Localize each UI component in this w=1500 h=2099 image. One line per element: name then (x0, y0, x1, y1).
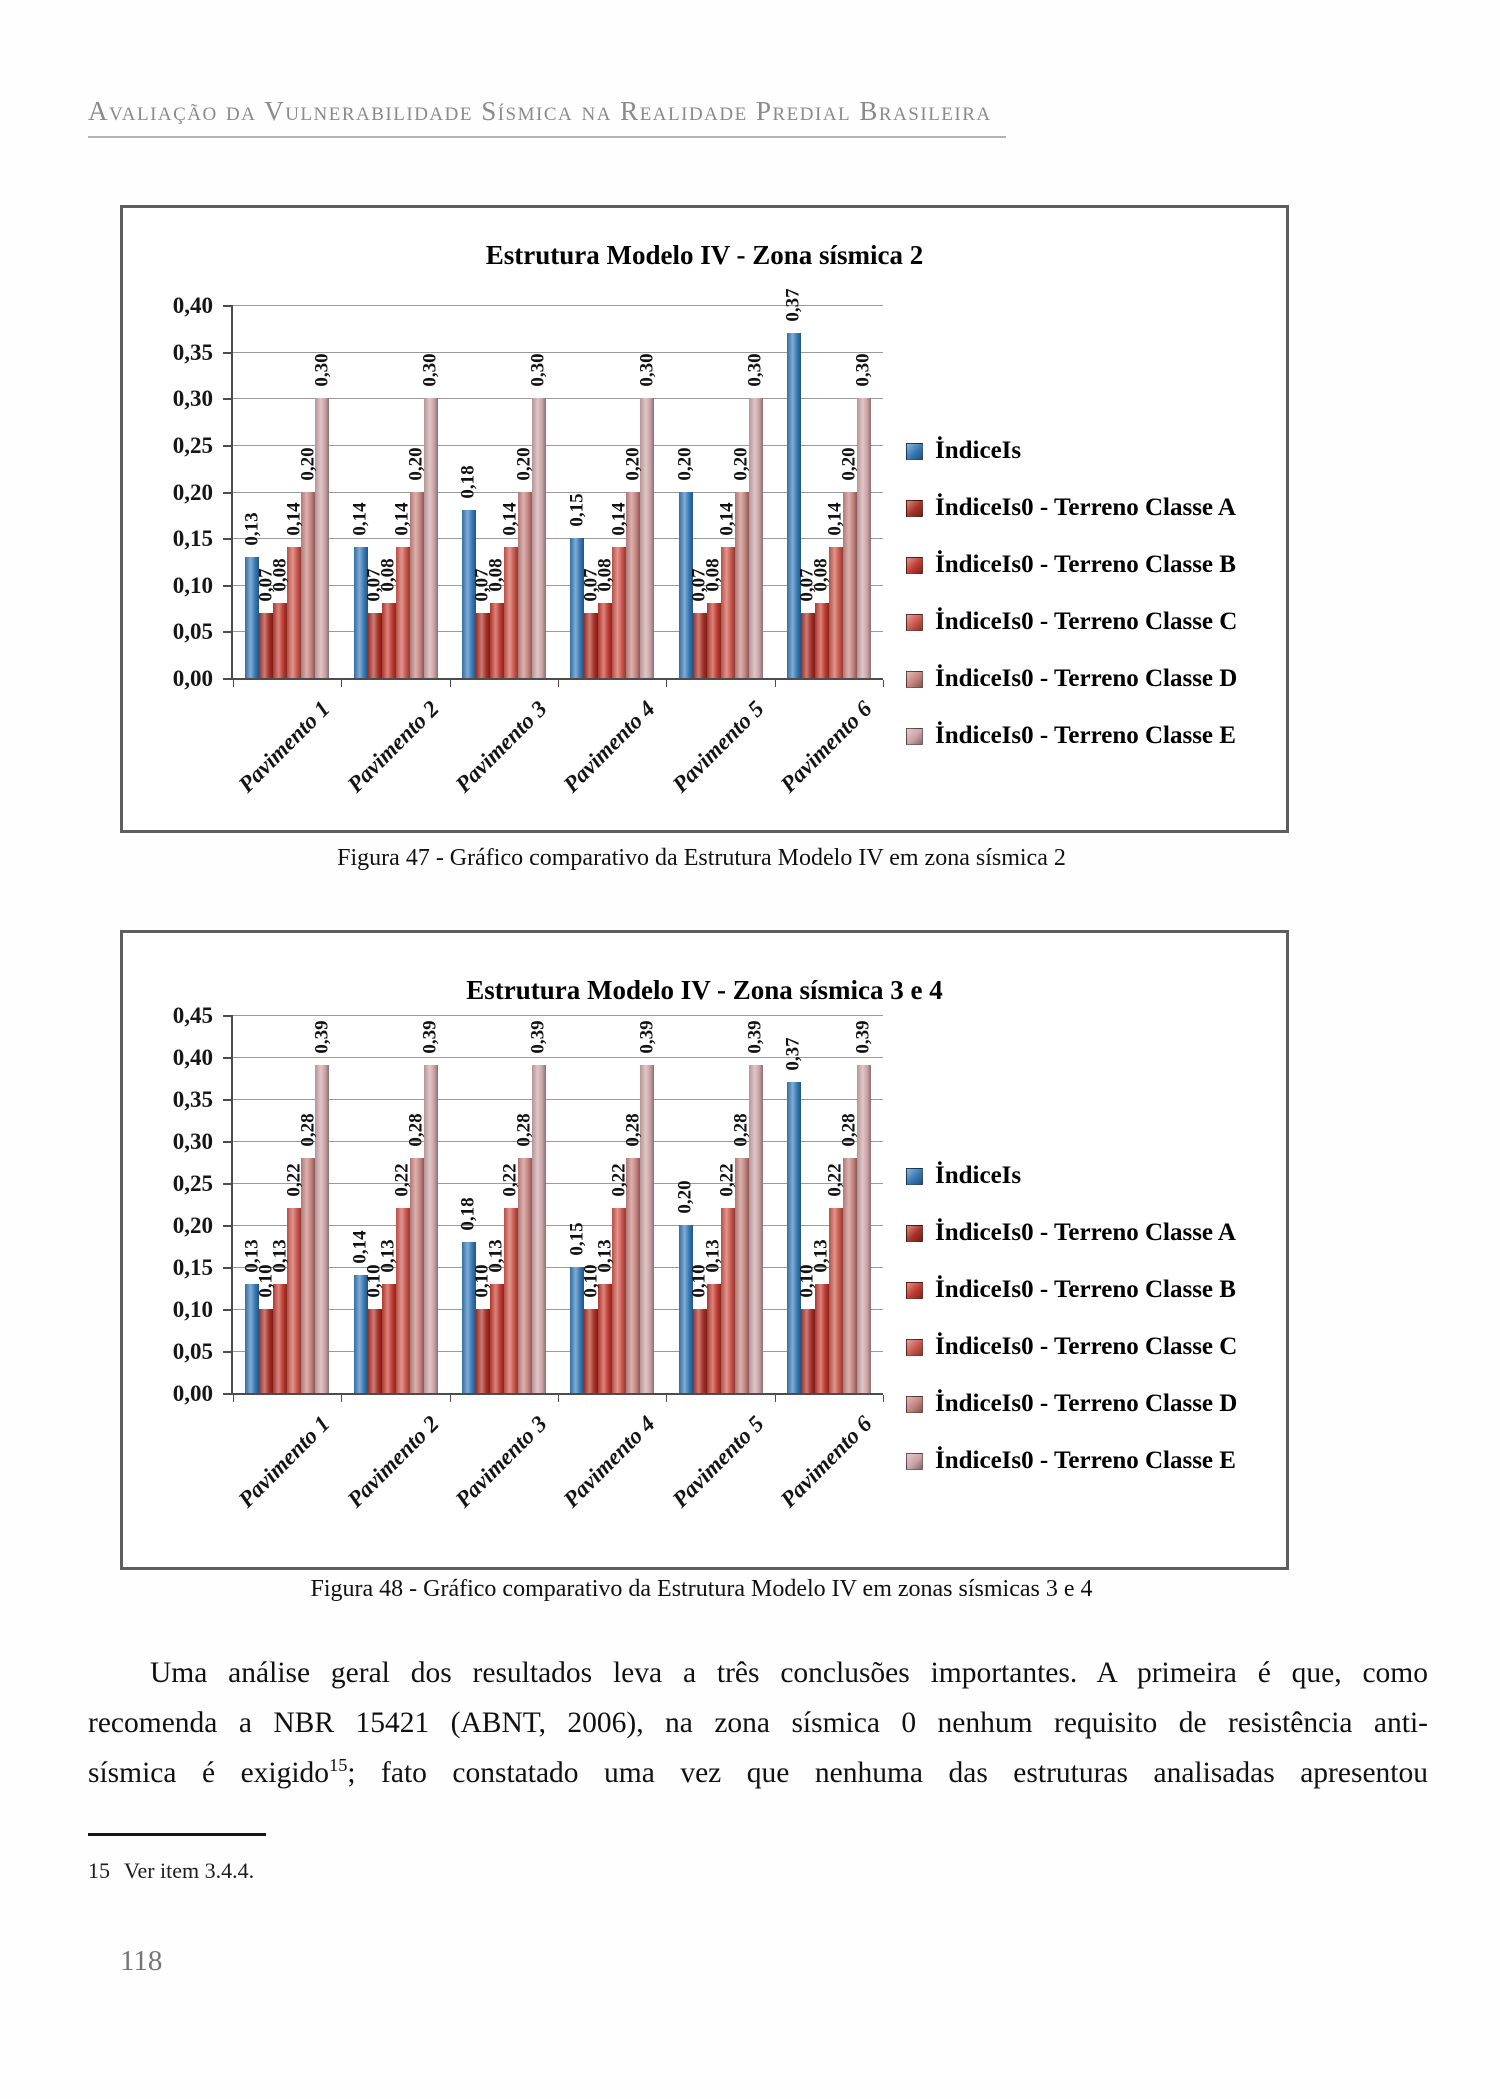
x-axis-tick (233, 680, 234, 687)
bar-value-label (853, 342, 875, 398)
y-tick-label: 0,00 (172, 1381, 213, 1406)
gridline (233, 1351, 883, 1352)
bar-value-text: 0,30 (419, 353, 441, 387)
x-axis-label: Pavimento 5 (666, 696, 769, 798)
bar-pavimento-1-s1 (259, 613, 273, 678)
bar-pavimento-4-s1 (584, 1309, 598, 1393)
bar-value-text: 0,39 (852, 1020, 874, 1055)
bar-value-label (825, 1152, 847, 1208)
bar-value-text: 0,20 (405, 446, 427, 481)
legend-label: İndiceIs0 - Terreno Classe D (935, 1390, 1238, 1417)
running-header: Avaliação da Vulnerabilidade Sísmica na Realidade Predial Brasileira (88, 96, 992, 126)
x-axis-label: Pavimento 1 (233, 1411, 335, 1513)
y-tick-label: 0,45 (172, 1003, 213, 1028)
bar-value-label (622, 1102, 644, 1158)
bar-value-text: 0,08 (485, 558, 507, 593)
bar-value-text: 0,20 (674, 1180, 696, 1214)
y-tick-label: 0,15 (172, 526, 213, 552)
bar-value-label (528, 342, 550, 398)
bar-pavimento-1-s2 (273, 603, 287, 678)
legend-marker (906, 1396, 923, 1413)
y-tick-label: 0,05 (172, 619, 213, 645)
x-axis-label: Pavimento 1 (233, 696, 335, 798)
footnote-marker: 15 (88, 1858, 110, 1883)
bar-value-text: 0,22 (499, 1163, 521, 1197)
y-tick-label: 0,30 (172, 1129, 213, 1154)
bar-value-label (297, 436, 319, 492)
bar-value-label (458, 454, 480, 510)
legend-label: İndiceIs0 - Terreno Classe E (935, 1447, 1236, 1474)
y-tick-label: 0,40 (172, 1045, 213, 1070)
gridline (233, 445, 883, 446)
bar-value-label (566, 482, 588, 538)
bar-value-text: 0,08 (702, 558, 724, 593)
bar-value-text: 0,22 (608, 1163, 630, 1197)
bar-value-label (241, 501, 263, 557)
bar-value-text: 0,07 (255, 568, 277, 602)
bar-value-text: 0,07 (688, 568, 710, 602)
bar-value-label (608, 491, 630, 547)
x-axis-tick (558, 1395, 559, 1402)
x-axis-tick (666, 1395, 667, 1402)
y-tick-label: 0,30 (172, 386, 213, 412)
bar-value-text: 0,30 (636, 353, 658, 387)
chart-title-figure-48: Estrutura Modelo IV - Zona sísmica 3 e 4 (466, 975, 943, 1005)
bar-value-text: 0,14 (716, 502, 738, 537)
bar-value-label (717, 491, 739, 547)
bar-value-text: 0,14 (499, 502, 521, 537)
bar-pavimento-6-s1 (801, 613, 815, 678)
bar-value-label (745, 1009, 767, 1065)
bar-value-text: 0,10 (580, 1264, 602, 1298)
bar-value-label (703, 1228, 725, 1284)
bar-value-text: 0,10 (688, 1264, 710, 1298)
legend-item (906, 607, 1237, 637)
bar-value-text: 0,10 (796, 1264, 818, 1298)
bar-pavimento-3-s1 (476, 613, 490, 678)
bar-value-text: 0,08 (810, 558, 832, 593)
bar-value-label (853, 1009, 875, 1065)
bar-pavimento-6-s0 (787, 333, 801, 678)
x-axis-label: Pavimento 5 (666, 1411, 769, 1513)
legend-label: İndiceIs0 - Terreno Classe A (935, 1219, 1236, 1246)
bar-value-label (636, 342, 658, 398)
bar-value-label (297, 1102, 319, 1158)
legend-label: İndiceIs0 - Terreno Classe D (935, 665, 1238, 692)
bar-value-label (731, 1102, 753, 1158)
bar-value-text: 0,20 (730, 446, 752, 481)
bar-value-label (420, 1009, 442, 1065)
bar-value-label (717, 1152, 739, 1208)
bar-value-label (514, 1102, 536, 1158)
bar-value-text: 0,08 (377, 558, 399, 593)
gridline (233, 1225, 883, 1226)
bar-value-text: 0,30 (852, 353, 874, 387)
bar-value-label (283, 1152, 305, 1208)
bar-value-label (269, 547, 291, 603)
gridline (233, 1141, 883, 1142)
x-axis-tick (558, 680, 559, 687)
bar-value-label (783, 1026, 805, 1082)
paragraph-line: Uma análise geral dos resultados leva a três conclusões importantes. A primeira é que, como (150, 1657, 1428, 1689)
x-axis-label: Pavimento 2 (341, 1411, 444, 1513)
bar-value-label (486, 547, 508, 603)
bar-value-label (486, 1228, 508, 1284)
y-axis-line (231, 305, 233, 680)
y-tick-label: 0,20 (172, 479, 213, 505)
bar-value-text: 0,07 (471, 568, 493, 602)
x-axis-line (231, 1393, 883, 1395)
x-axis-label: Pavimento 2 (341, 696, 444, 798)
bar-value-label (392, 491, 414, 547)
bar-value-text: 0,10 (255, 1264, 277, 1298)
bar-value-text: 0,07 (796, 568, 818, 602)
bar-value-text: 0,18 (457, 1197, 479, 1231)
bar-value-label (675, 1169, 697, 1225)
gridline (233, 398, 883, 399)
bar-value-text: 0,22 (391, 1163, 413, 1197)
bar-value-text: 0,14 (824, 502, 846, 537)
x-axis-tick (883, 680, 884, 687)
bar-value-text: 0,28 (622, 1113, 644, 1147)
y-tick-label: 0,10 (172, 572, 213, 598)
bar-value-text: 0,39 (311, 1020, 333, 1055)
legend-marker (906, 500, 923, 517)
legend-marker (906, 614, 923, 631)
legend-label: İndiceIs0 - Terreno Classe E (935, 722, 1236, 749)
bar-value-text: 0,28 (405, 1113, 427, 1147)
legend-item (906, 1275, 1236, 1305)
bar-value-text: 0,15 (566, 493, 588, 527)
gridline (233, 1309, 883, 1310)
paragraph-line: recomenda a NBR 15421 (ABNT, 2006), na zona sísmica 0 nenhum requisito de resistência anti- (88, 1707, 1428, 1739)
bar-value-text: 0,08 (594, 558, 616, 593)
bar-value-label (839, 1102, 861, 1158)
bar-value-text: 0,18 (457, 465, 479, 499)
y-tick-label: 0,05 (172, 1339, 213, 1364)
bar-value-text: 0,10 (471, 1264, 493, 1298)
legend-item (906, 1218, 1236, 1248)
bar-value-label (378, 547, 400, 603)
gridline (233, 1267, 883, 1268)
x-axis-label: Pavimento 4 (558, 1411, 660, 1513)
y-tick-label: 0,15 (172, 1255, 213, 1280)
x-axis-tick (450, 680, 451, 687)
paragraph-text: sísmica é exigido (88, 1757, 330, 1789)
bar-pavimento-2-s1 (368, 613, 382, 678)
bar-value-label (283, 491, 305, 547)
y-tick-label: 0,00 (172, 666, 213, 691)
bar-value-label (745, 342, 767, 398)
x-axis-tick (233, 1395, 234, 1402)
legend-label: İndiceIs0 - Terreno Classe C (935, 1333, 1238, 1360)
legend-marker (906, 1225, 923, 1242)
bar-value-text: 0,20 (297, 446, 319, 481)
bar-pavimento-2-s2 (382, 603, 396, 678)
bar-value-label (608, 1152, 630, 1208)
legend-label: İndiceIs0 - Terreno Classe B (935, 551, 1236, 578)
bar-pavimento-5-s1 (693, 1309, 707, 1393)
footnote (88, 1858, 254, 1884)
bar-value-label (636, 1009, 658, 1065)
bar-value-label (500, 491, 522, 547)
bar-value-text: 0,13 (594, 1239, 616, 1273)
bar-pavimento-6-s0 (787, 1082, 801, 1393)
bar-value-label (311, 342, 333, 398)
bar-value-text: 0,13 (702, 1239, 724, 1273)
gridline (233, 1183, 883, 1184)
bar-value-text: 0,30 (311, 353, 333, 387)
legend-marker (906, 728, 923, 745)
x-axis-tick (666, 680, 667, 687)
bar-value-label (783, 277, 805, 333)
bar-value-label (594, 547, 616, 603)
page-number: 118 (120, 1945, 163, 1977)
legend-item (906, 721, 1236, 751)
bar-value-label (392, 1152, 414, 1208)
legend-item (906, 493, 1236, 523)
x-axis-label: Pavimento 6 (775, 1411, 877, 1513)
bar-value-text: 0,07 (580, 568, 602, 602)
bar-value-label (825, 491, 847, 547)
gridline (233, 538, 883, 539)
bar-value-label (350, 491, 372, 547)
bar-value-text: 0,39 (744, 1020, 766, 1055)
legend-marker (906, 1168, 923, 1185)
bar-value-text: 0,10 (363, 1264, 385, 1298)
gridline (233, 492, 883, 493)
bar-value-text: 0,22 (716, 1163, 738, 1197)
legend-marker (906, 671, 923, 688)
bar-value-text: 0,39 (419, 1020, 441, 1055)
footnote-rule (88, 1833, 266, 1836)
gridline (233, 631, 883, 632)
bar-value-label (458, 1186, 480, 1242)
bar-value-label (311, 1009, 333, 1065)
x-axis-tick (341, 1395, 342, 1402)
bar-value-label (839, 436, 861, 492)
bar-value-label (406, 436, 428, 492)
legend-item (906, 1446, 1236, 1476)
bar-value-text: 0,30 (527, 353, 549, 387)
bar-value-text: 0,30 (744, 353, 766, 387)
bar-value-label (514, 436, 536, 492)
bar-value-text: 0,37 (782, 1037, 804, 1071)
y-tick-label: 0,35 (172, 1087, 213, 1112)
bar-pavimento-5-s1 (693, 613, 707, 678)
y-tick-label: 0,40 (172, 293, 213, 318)
y-tick-label: 0,20 (172, 1213, 213, 1238)
figure-47-caption: Figura 47 - Gráfico comparativo da Estrutura Modelo IV em zona sísmica 2 (337, 845, 1066, 871)
bar-value-text: 0,28 (838, 1113, 860, 1147)
bar-value-text: 0,28 (513, 1113, 535, 1147)
bar-pavimento-1-s1 (259, 1309, 273, 1393)
bar-value-text: 0,15 (566, 1222, 588, 1256)
figure-48-caption: Figura 48 - Gráfico comparativo da Estrutura Modelo IV em zonas sísmicas 3 e 4 (310, 1576, 1093, 1602)
bar-value-label (731, 436, 753, 492)
y-tick-label: 0,35 (172, 339, 213, 365)
x-axis-tick (775, 1395, 776, 1402)
x-axis-tick (341, 680, 342, 687)
bar-value-label (378, 1228, 400, 1284)
bar-value-label (594, 1228, 616, 1284)
y-axis-line (231, 1015, 233, 1395)
bar-value-text: 0,14 (608, 502, 630, 537)
bar-value-text: 0,13 (241, 1239, 263, 1273)
gridline (233, 1099, 883, 1100)
x-axis-label: Pavimento 6 (775, 696, 877, 798)
chart-title-figure-47: Estrutura Modelo IV - Zona sísmica 2 (485, 240, 924, 270)
bar-pavimento-2-s1 (368, 1309, 382, 1393)
legend-label: İndiceIs0 - Terreno Classe C (935, 608, 1238, 635)
bar-value-text: 0,13 (269, 1239, 291, 1273)
footnote-reference: 15 (329, 1755, 348, 1776)
bar-pavimento-5-s0 (679, 1225, 693, 1393)
bar-value-label (703, 547, 725, 603)
header-rule (88, 136, 1006, 138)
paragraph-line (88, 1748, 1428, 1798)
x-axis-label: Pavimento 4 (558, 696, 660, 798)
legend-item (906, 664, 1237, 694)
bar-value-text: 0,13 (377, 1239, 399, 1273)
y-tick-label: 0,10 (172, 1297, 213, 1322)
legend-marker (906, 1339, 923, 1356)
figure-48-chart (120, 930, 1289, 1570)
bar-value-label (675, 436, 697, 492)
x-axis-line (231, 678, 883, 680)
legend-marker (906, 557, 923, 574)
bar-pavimento-4-s2 (598, 603, 612, 678)
legend-marker (906, 443, 923, 460)
legend-label: İndiceIs (935, 437, 1022, 464)
legend-marker (906, 1282, 923, 1299)
bar-value-text: 0,37 (782, 288, 804, 322)
legend-marker (906, 1453, 923, 1470)
bar-value-label (420, 342, 442, 398)
bar-value-label (622, 436, 644, 492)
legend-label: İndiceIs0 - Terreno Classe A (935, 494, 1236, 521)
bar-value-label (528, 1009, 550, 1065)
bar-value-text: 0,14 (349, 1230, 371, 1265)
bar-value-text: 0,20 (674, 446, 696, 481)
footnote-text: Ver item 3.4.4. (124, 1858, 255, 1883)
x-axis-tick (883, 1395, 884, 1402)
bar-value-label (811, 547, 833, 603)
body-paragraph (88, 1648, 1428, 1798)
bar-value-text: 0,13 (241, 512, 263, 546)
bar-pavimento-3-s1 (476, 1309, 490, 1393)
legend-item (906, 1389, 1237, 1419)
bar-value-text: 0,39 (527, 1020, 549, 1055)
bar-value-text: 0,20 (622, 446, 644, 481)
bar-value-label (811, 1228, 833, 1284)
bar-pavimento-6-s1 (801, 1309, 815, 1393)
gridline (233, 585, 883, 586)
bar-value-text: 0,14 (349, 502, 371, 537)
x-axis-label: Pavimento 3 (450, 1411, 552, 1513)
bar-value-text: 0,28 (297, 1113, 319, 1147)
bar-value-text: 0,28 (730, 1113, 752, 1147)
bar-pavimento-3-s2 (490, 603, 504, 678)
bar-pavimento-4-s1 (584, 613, 598, 678)
bar-pavimento-6-s2 (815, 603, 829, 678)
x-axis-tick (775, 680, 776, 687)
legend-item (906, 436, 1021, 466)
x-axis-label: Pavimento 3 (450, 696, 552, 798)
y-tick-label: 0,25 (172, 432, 213, 458)
bar-value-text: 0,20 (838, 446, 860, 481)
bar-pavimento-5-s2 (707, 603, 721, 678)
bar-value-label (269, 1228, 291, 1284)
y-tick-label: 0,25 (172, 1171, 213, 1196)
paragraph-text: ; fato constatado uma vez que nenhuma das estruturas analisadas apresentou (347, 1757, 1428, 1789)
bar-value-text: 0,22 (283, 1163, 305, 1197)
legend-item (906, 1332, 1237, 1362)
bar-value-label (406, 1102, 428, 1158)
bar-value-text: 0,08 (269, 558, 291, 593)
bar-value-text: 0,07 (363, 568, 385, 602)
legend-item (906, 550, 1236, 580)
bar-value-text: 0,13 (810, 1239, 832, 1273)
bar-value-text: 0,13 (485, 1239, 507, 1273)
legend-item (906, 1161, 1021, 1191)
figure-47-chart (120, 205, 1289, 833)
bar-value-label (500, 1152, 522, 1208)
bar-value-text: 0,14 (391, 502, 413, 537)
bar-value-text: 0,22 (824, 1163, 846, 1197)
bar-value-text: 0,20 (513, 446, 535, 481)
legend-label: İndiceIs0 - Terreno Classe B (935, 1276, 1236, 1303)
bar-value-text: 0,39 (636, 1020, 658, 1055)
bar-value-text: 0,14 (283, 502, 305, 537)
legend-label: İndiceIs (935, 1162, 1022, 1189)
x-axis-tick (450, 1395, 451, 1402)
